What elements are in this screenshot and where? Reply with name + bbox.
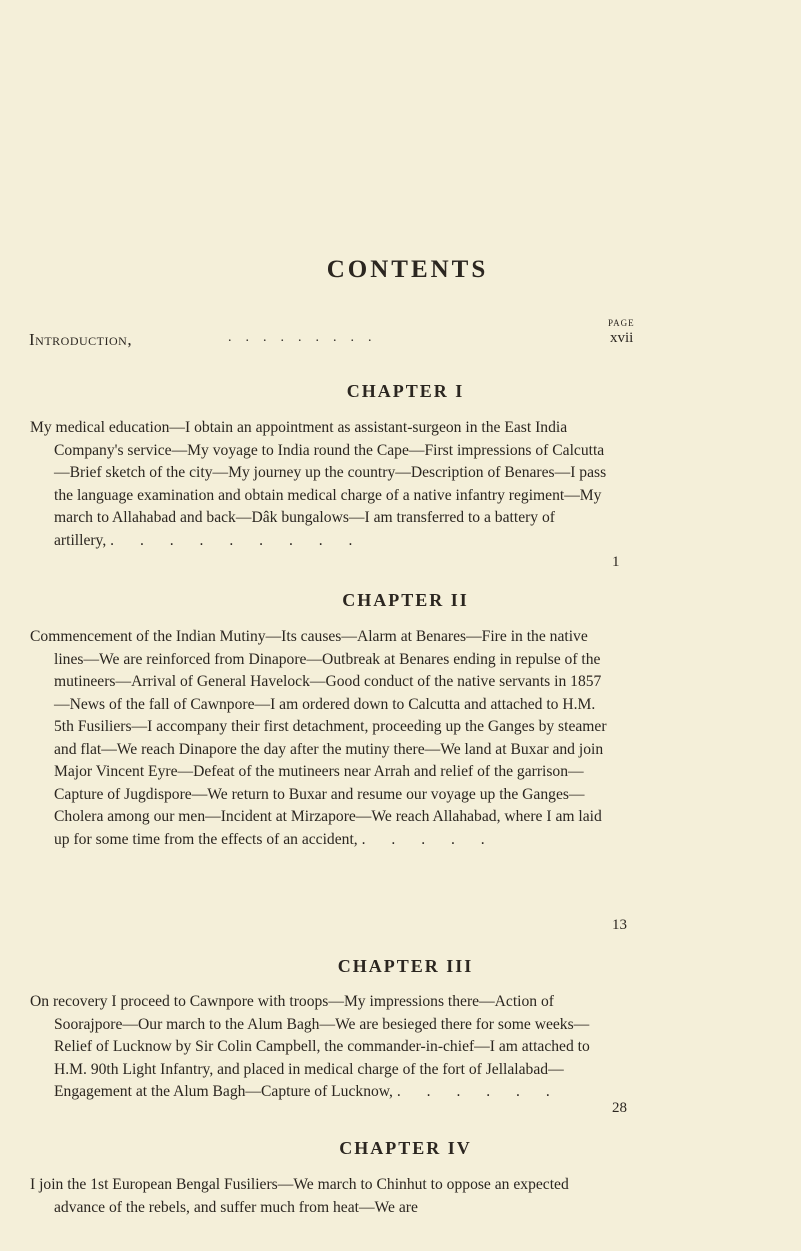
introduction-entry-label: Introduction, bbox=[29, 330, 133, 349]
chapter-2-summary bbox=[30, 626, 610, 851]
chapter-1-summary-text: My medical education—I obtain an appointment as assistant-surgeon in the East India Company's service—My voyage to India round the Cape—First impressions of Calcutta—Brief sketch of the city—My journey up the country—Description of Benares—I pass the language examination and obtain medical charge of a native infantry regiment—My march to Allahabad and back—Dâk bungalows—I am transferred to a battery of artillery, bbox=[30, 419, 607, 549]
chapter-4-summary-text: I join the 1st European Bengal Fusiliers—We march to Chinhut to oppose an expected advance of the rebels, and suffer much from heat—We are bbox=[30, 1176, 569, 1216]
chapter-1-page-number: 1 bbox=[612, 554, 620, 570]
chapter-3-heading: CHAPTER III bbox=[337, 956, 474, 976]
chapter-1-heading: CHAPTER I bbox=[346, 381, 465, 401]
chapter-3-summary-text: On recovery I proceed to Cawnpore with troops—My impressions there—Action of Soorajpore—Our march to the Alum Bagh—We are besieged there for some weeks—Relief of Lucknow by Sir Colin Campbell, the commander-in-chief—I am attached to H.M. 90th Light Infantry, and placed in medical charge of the fort of Jellalabad—Engagement at the Alum Bagh—Capture of Lucknow, bbox=[30, 993, 590, 1100]
chapter-1-leader-dots: . . . . . . . . . bbox=[110, 531, 364, 549]
introduction-leader-dots: . . . . . . . . . bbox=[228, 330, 372, 345]
chapter-2-summary-text: Commencement of the Indian Mutiny—Its causes—Alarm at Benares—Fire in the native lines—We are reinforced from Dinapore—Outbreak at Benares ending in repulse of the mutineers—Arrival of General Havelock—Good conduct of the native servants in 1857—News of the fall of Cawnpore—I am ordered down to Calcutta and attached to H.M. 5th Fusiliers—I accompany their first detachment, proceeding up the Ganges by steamer and flat—We reach Dinapore the day after the mutiny there—We land at Buxar and join Major Vincent Eyre—Defeat of the mutineers near Arrah and relief of the garrison—Capture of Jugdispore—We return to Buxar and resume our voyage up the Ganges—Cholera among our men—Incident at Mirzapore—We reach Allahabad, where I am laid up for some time from the effects of an accident, bbox=[30, 628, 607, 848]
chapter-2-heading: CHAPTER II bbox=[342, 590, 469, 610]
page-column-label: PAGE bbox=[608, 318, 635, 328]
page-title: CONTENTS bbox=[326, 256, 489, 283]
chapter-1-summary bbox=[30, 417, 610, 552]
chapter-2-page-number: 13 bbox=[612, 917, 627, 933]
introduction-page-number: xvii bbox=[610, 330, 634, 346]
chapter-3-page-number: 28 bbox=[612, 1100, 627, 1116]
chapter-4-heading: CHAPTER IV bbox=[339, 1138, 472, 1158]
chapter-2-leader-dots: . . . . . bbox=[361, 830, 496, 848]
chapter-3-summary bbox=[30, 991, 610, 1104]
chapter-3-leader-dots: . . . . . . bbox=[396, 1083, 561, 1100]
chapter-4-summary bbox=[30, 1174, 610, 1219]
